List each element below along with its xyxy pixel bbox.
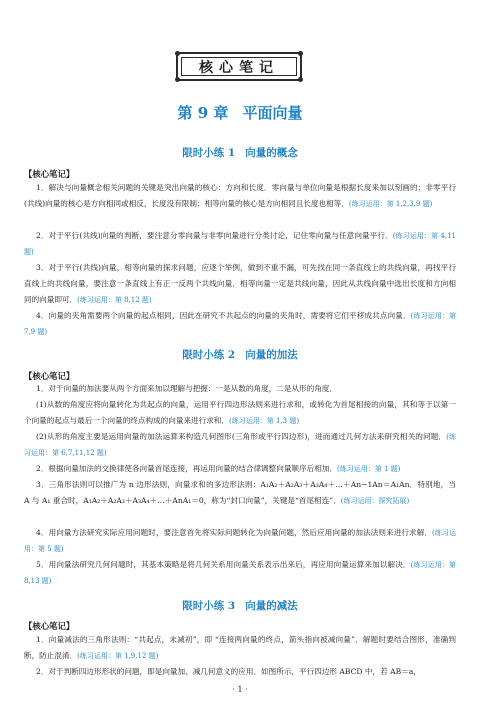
note-paragraph: 1．对于向量的加法要从两个方面来加以理解与把握：一是从数的角度，二是从形的角度． (36, 384, 337, 393)
exercise-reference: (练习运用：第 6,7,11,12 题) (24, 433, 456, 457)
lesson-title: 向量的概念 (245, 147, 298, 159)
lesson-number: 限时小练 1 (182, 147, 236, 159)
banner-corner-ornament (298, 77, 303, 82)
page-number: · 1 · (232, 685, 248, 694)
note-paragraph: (2)从形的角度主要是运用向量的加法运算来构造几何图形(三角形或平行四边形)，进而通过几何方法来研究相关的问题．(练习运用：第 6,7,11,12 题) (24, 432, 456, 457)
core-notes-tag: 【核心笔记】 (24, 621, 75, 631)
lesson-number: 限时小练 2 (182, 349, 236, 361)
exercise-reference: (练习运用：第 1 题) (336, 465, 401, 473)
note-paragraph: 2．对于判断四边形形状的问题，即是向量加、减几何意义的应用．如图所示，平行四边形 ABCD 中，若 AB＝a， (36, 667, 421, 676)
banner-corner-ornament (175, 77, 180, 82)
note-paragraph: 1．解决与向量概念相关问题的关键是突出向量的核心：方向和长度．零向量与单位向量是根据长度来加以刻画的；非零平行(共线)向量的核心是方向相同或相反，长度没有限制；相等向量的核心是方向相同且长度也相等．(练习运用：第 1,2,3,9 题) (24, 183, 456, 208)
note-paragraph: 3．三角形法则可以推广为 n 边形法则，向量求和的多边形法则：A₁A₂＋A₂A₃＋A₃A₄＋…＋An−1An＝A₁An．特别地，当 A 与 A₁ 重合时，A₁A₂＋A₂A₃＋A₃A₄＋…＋AnA₁＝0，称为“封口向量”，关键是“首尾相连”．(练习运用：探究拓展) (24, 480, 456, 505)
chapter-title: 平面向量 (242, 104, 303, 122)
exercise-reference: (练习运用：第 8,12 题) (77, 296, 152, 304)
note-paragraph: 2．根据向量加法的交换律使各向量首尾连接，再运用向量的结合律调整向量顺序后相加．(练习运用：第 1 题) (36, 464, 401, 473)
note-paragraph: 1．向量减法的三角形法则：“共起点，末减初”，即 “连接两向量的终点，箭头指向被减向量”．解题时要结合图形，准确判断，防止混淆．(练习运用：第 1,9,12 题) (24, 635, 456, 660)
note-paragraph: (1)从数的角度应将向量转化为共起点的向量，运用平行四边形法则来进行求和，或转化为首尾相接的向量，其和等于以第一个向量的起点与最后一个向量的终点构成的向量来进行求和．(练习运用：第 1,3 题) (24, 400, 456, 425)
chapter-heading (0, 102, 480, 123)
note-paragraph: 3．对于平行(共线)向量，相等向量的探求问题，应逐个举例，做到不重不漏，可先找在同一条直线上的共线向量，再找平行直线上的共线向量，要注意一条直线上有正一反两个共线向量．相等向量一定是共线向量，因此从共线向量中选出长度和方向相同的向量即可．(练习运用：第 8,12 题) (24, 263, 456, 304)
exercise-reference: (练习运用：第 1,9,12 题) (77, 652, 159, 660)
note-paragraph: 2．对于平行(共线)向量的判断，要注意分零向量与非零向量进行分类讨论，记住零向量与任意向量平行．(练习运用：第 4,11 题) (24, 231, 456, 256)
exercise-reference: (练习运用：第 8,13 题) (24, 561, 457, 585)
chapter-number: 第 9 章 (177, 104, 229, 122)
exercise-reference: (练习运用：探究拓展) (340, 497, 410, 505)
banner-title: 核心笔记 (199, 59, 279, 76)
lesson-number: 限时小练 3 (182, 600, 236, 612)
exercise-reference: (练习运用：第 5 题) (24, 529, 457, 553)
core-notes-tag: 【核心笔记】 (24, 169, 75, 179)
lesson-heading (0, 598, 480, 613)
lesson-title: 向量的加法 (245, 349, 298, 361)
banner-inner-frame (181, 57, 297, 76)
exercise-reference: (练习运用：第 4,11 题) (24, 232, 456, 256)
banner-corner-ornament (298, 51, 303, 56)
core-notes-tag: 【核心笔记】 (24, 371, 75, 381)
lesson-heading (0, 145, 480, 160)
lesson-heading (0, 347, 480, 362)
exercise-reference: (练习运用：第 7,9 题) (24, 312, 457, 336)
note-paragraph: 4．用向量方法研究实际应用问题时，要注意首先将实际问题转化为向量问题，然后应用向量的加法法则来进行求解．(练习运用：第 5 题) (24, 528, 457, 553)
core-notes-banner (176, 52, 302, 81)
note-paragraph: 5．用向量法研究几何问题时，其基本策略是将几何关系用向量关系表示出来后，再应用向量运算来加以解决．(练习运用：第 8,13 题) (24, 560, 457, 585)
banner-corner-ornament (175, 51, 180, 56)
exercise-reference: (练习运用：第 1,2,3,9 题) (348, 200, 433, 208)
exercise-reference: (练习运用：第 1,3 题) (229, 417, 300, 425)
note-paragraph: 4．向量的夹角需要两个向量的起点相同，因此在研究不共起点的向量的夹角时，需要将它们平移成共点向量．(练习运用：第 7,9 题) (24, 311, 457, 336)
lesson-title: 向量的减法 (245, 600, 298, 612)
